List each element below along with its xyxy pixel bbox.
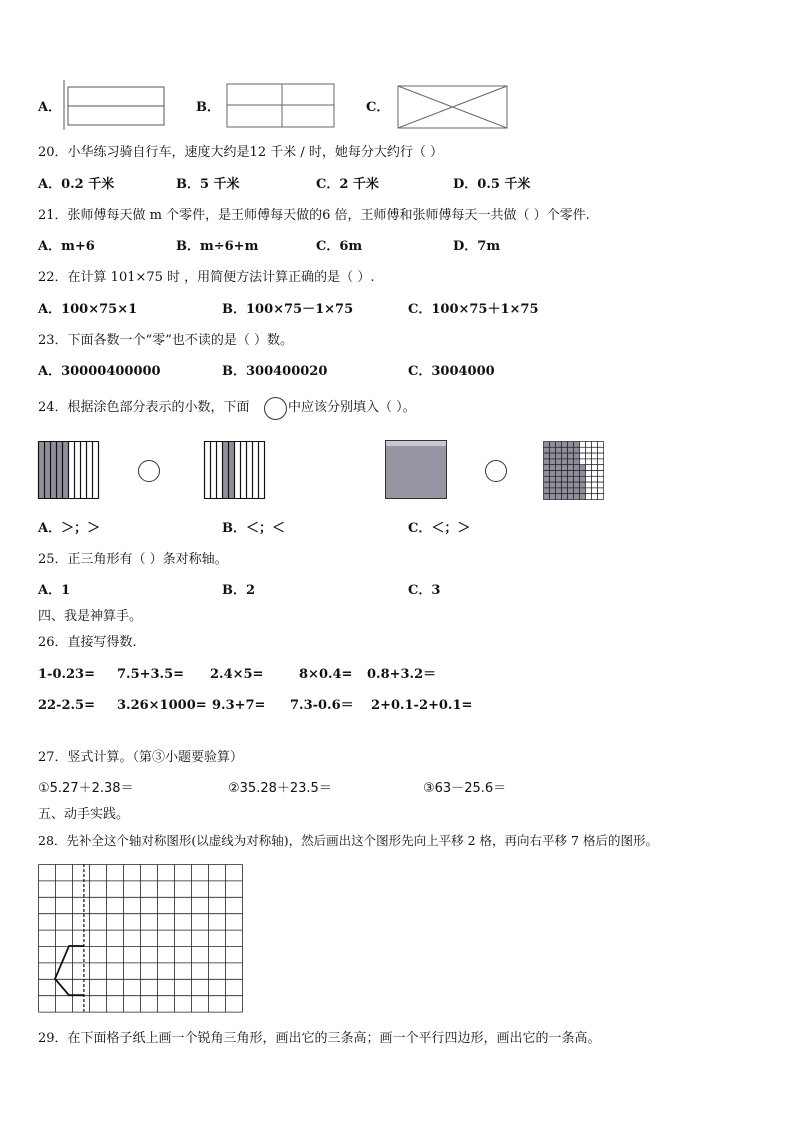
hundred-grid-cell <box>556 459 562 465</box>
hundred-grid-cell <box>544 488 550 494</box>
hundred-grid-cell <box>580 471 586 477</box>
hundred-grid-cell <box>550 476 556 482</box>
hundred-grid-cell <box>544 442 550 448</box>
hundred-grid-cell <box>586 471 592 477</box>
hundred-grid-cell <box>568 471 574 477</box>
hundred-grid-cell <box>568 476 574 482</box>
q27-item-3: ③63－25.6＝ <box>423 781 507 796</box>
q24-shaded-square <box>385 440 448 500</box>
q22-stem: 22．在计算 101×75 时 ，用简便方法计算正确的是（ ）. <box>38 270 375 285</box>
partial-figure <box>55 946 84 995</box>
hundred-grid-cell <box>586 453 592 459</box>
q24-stem-circle-icon <box>264 397 287 420</box>
q22-option-c: C．100×75＋1×75 <box>408 302 539 317</box>
hundred-grid-cell <box>580 447 586 453</box>
hundred-grid-cell <box>562 471 568 477</box>
hundred-grid-cell <box>586 447 592 453</box>
q27-stem: 27．竖式计算。（第③小题要验算） <box>38 750 244 765</box>
q25-option-b: B．2 <box>222 583 256 598</box>
hundred-grid-cell <box>592 471 598 477</box>
hundred-grid-cell <box>562 482 568 488</box>
q26-expr: 2.4×5= <box>210 667 264 682</box>
hundred-grid-cell <box>562 447 568 453</box>
hundred-grid-cell <box>544 471 550 477</box>
q19-option-a-label: A． <box>38 100 62 115</box>
hundred-grid-cell <box>574 471 580 477</box>
hundred-grid-cell <box>556 482 562 488</box>
hundred-grid-cell <box>568 494 574 500</box>
hundred-grid-cell <box>562 488 568 494</box>
q20-stem: 20．小华练习骑自行车，速度大约是12 千米 / 时，她每分大约行（ ） <box>38 145 443 160</box>
q19-figure-c <box>397 85 509 130</box>
hundred-grid-cell <box>598 459 604 465</box>
hundred-grid-cell <box>574 494 580 500</box>
hundred-grid-cell <box>574 459 580 465</box>
hundred-grid-cell <box>562 476 568 482</box>
hundred-grid-cell <box>550 453 556 459</box>
q23-option-a: A．30000400000 <box>38 364 161 379</box>
q20-option-c: C．2 千米 <box>316 177 379 192</box>
hundred-grid-cell <box>562 494 568 500</box>
q24-option-b: B．＜；＜ <box>222 521 285 536</box>
q28-stem: 28．先补全这个轴对称图形(以虚线为对称轴)，然后画出这个图形先向上平移 2 格，再向右平移 7 格后的图形。 <box>38 833 658 848</box>
hundred-grid-cell <box>556 488 562 494</box>
q26-expr: 2+0.1-2+0.1= <box>371 698 473 713</box>
hundred-grid-cell <box>550 471 556 477</box>
q25-option-a: A．1 <box>38 583 71 598</box>
hundred-grid-cell <box>568 459 574 465</box>
q24-option-c: C．＜；＞ <box>408 521 471 536</box>
q26-expr: 1-0.23= <box>38 667 95 682</box>
q21-option-b: B．m÷6+m <box>176 239 259 254</box>
q26-expr: 8×0.4= <box>299 667 353 682</box>
q19-figure-b <box>226 83 336 129</box>
hundred-grid-cell <box>544 447 550 453</box>
q26-expr: 7.5+3.5= <box>117 667 185 682</box>
q26-expr: 7.3-0.6＝ <box>290 698 354 713</box>
q23-stem: 23．下面各数一个“零”也不读的是（ ）数。 <box>38 333 293 348</box>
hundred-grid-cell <box>598 476 604 482</box>
hundred-grid-cell <box>574 465 580 471</box>
q24-option-a: A．＞；＞ <box>38 521 101 536</box>
q22-option-b: B．100×75－1×75 <box>222 302 354 317</box>
q21-stem: 21．张师傅每天做 m 个零件，是王师傅每天做的6 倍，王师傅和张师傅每天一共做（ ）个零件. <box>38 208 590 223</box>
hundred-grid-cell <box>550 465 556 471</box>
q24-hundred-grid <box>543 441 605 500</box>
hundred-grid-cell <box>556 453 562 459</box>
hundred-grid-cell <box>544 459 550 465</box>
hundred-grid-cell <box>550 459 556 465</box>
q27-item-2: ②35.28＋23.5＝ <box>228 781 332 796</box>
q23-option-c: C．3004000 <box>408 364 495 379</box>
hundred-grid-cell <box>556 442 562 448</box>
q27-item-1: ①5.27＋2.38＝ <box>38 781 134 796</box>
q25-option-c: C．3 <box>408 583 441 598</box>
hundred-grid-cell <box>592 447 598 453</box>
q26-stem: 26．直接写得数. <box>38 635 137 650</box>
hundred-grid-cell <box>544 476 550 482</box>
hundred-grid-cell <box>556 476 562 482</box>
hundred-grid-cell <box>574 442 580 448</box>
q24-stem-part1: 24．根据涂色部分表示的小数，下面 <box>38 400 250 415</box>
hundred-grid-cell <box>568 453 574 459</box>
q20-option-b: B．5 千米 <box>176 177 240 192</box>
hundred-grid-cell <box>568 447 574 453</box>
hundred-grid-cell <box>592 459 598 465</box>
hundred-grid-cell <box>550 447 556 453</box>
hundred-grid-cell <box>580 488 586 494</box>
q26-expr: 3.26×1000= <box>117 698 207 713</box>
q26-expr: 22-2.5= <box>38 698 95 713</box>
hundred-grid-cell <box>568 465 574 471</box>
hundred-grid-cell <box>592 494 598 500</box>
hundred-grid-cell <box>598 447 604 453</box>
q26-expr: 9.3+7= <box>212 698 266 713</box>
hundred-grid-cell <box>598 442 604 448</box>
hundred-grid-cell <box>562 465 568 471</box>
hundred-grid-cell <box>586 459 592 465</box>
hundred-grid-cell <box>550 482 556 488</box>
hundred-grid-cell <box>574 488 580 494</box>
hundred-grid-cell <box>598 453 604 459</box>
q19-figure-a <box>62 80 167 132</box>
q19-option-c-label: C． <box>366 100 390 115</box>
hundred-grid-cell <box>592 442 598 448</box>
q21-option-c: C．6m <box>316 239 363 254</box>
q25-stem: 25．正三角形有（ ）条对称轴。 <box>38 552 228 567</box>
q21-option-d: D．7m <box>453 239 501 254</box>
hundred-grid-cell <box>556 471 562 477</box>
hundred-grid-cell <box>592 465 598 471</box>
hundred-grid-cell <box>592 488 598 494</box>
hundred-grid-cell <box>598 471 604 477</box>
hundred-grid-cell <box>598 482 604 488</box>
hundred-grid-cell <box>580 482 586 488</box>
q20-option-d: D．0.5 千米 <box>453 177 531 192</box>
hundred-grid-cell <box>544 453 550 459</box>
hundred-grid-cell <box>550 442 556 448</box>
hundred-grid-cell <box>544 482 550 488</box>
hundred-grid-cell <box>574 476 580 482</box>
hundred-grid-cell <box>580 459 586 465</box>
q24-striped-figure-1 <box>38 441 100 500</box>
q19-option-b-label: B． <box>196 100 220 115</box>
q20-option-a: A．0.2 千米 <box>38 177 115 192</box>
hundred-grid-cell <box>568 482 574 488</box>
hundred-grid-cell <box>568 488 574 494</box>
hundred-grid-cell <box>580 465 586 471</box>
q24-compare-circle-1 <box>138 460 160 482</box>
hundred-grid-cell <box>586 442 592 448</box>
hundred-grid-cell <box>592 453 598 459</box>
hundred-grid-cell <box>562 459 568 465</box>
hundred-grid-cell <box>580 442 586 448</box>
hundred-grid-cell <box>598 465 604 471</box>
q24-stem-part2: 中应该分别填入（ ）。 <box>288 400 416 415</box>
q21-option-a: A．m+6 <box>38 239 95 254</box>
q29-stem: 29．在下面格子纸上画一个锐角三角形，画出它的三条高；画一个平行四边形，画出它的一条高。 <box>38 1031 601 1046</box>
hundred-grid-cell <box>598 488 604 494</box>
hundred-grid-cell <box>550 488 556 494</box>
hundred-grid-cell <box>586 476 592 482</box>
hundred-grid-cell <box>586 482 592 488</box>
hundred-grid-cell <box>586 465 592 471</box>
hundred-grid-cell <box>574 447 580 453</box>
hundred-grid-cell <box>574 482 580 488</box>
hundred-grid-cell <box>586 488 592 494</box>
hundred-grid-cell <box>574 453 580 459</box>
hundred-grid-cell <box>586 494 592 500</box>
q24-compare-circle-2 <box>485 460 507 482</box>
hundred-grid-cell <box>556 465 562 471</box>
hundred-grid-cell <box>550 494 556 500</box>
q22-option-a: A．100×75×1 <box>38 302 138 317</box>
hundred-grid-cell <box>562 442 568 448</box>
hundred-grid-cell <box>592 476 598 482</box>
q26-expr: 0.8+3.2＝ <box>367 667 437 682</box>
hundred-grid-cell <box>562 453 568 459</box>
q28-grid-figure <box>38 864 244 1014</box>
hundred-grid-cell <box>556 494 562 500</box>
hundred-grid-cell <box>580 453 586 459</box>
q24-striped-figure-2 <box>204 441 266 500</box>
hundred-grid-cell <box>556 447 562 453</box>
q23-option-b: B．300400020 <box>222 364 328 379</box>
hundred-grid-cell <box>592 482 598 488</box>
hundred-grid-cell <box>544 494 550 500</box>
section-5-heading: 五、动手实践。 <box>38 807 130 822</box>
hundred-grid-cell <box>598 494 604 500</box>
hundred-grid-cell <box>568 442 574 448</box>
hundred-grid-cell <box>580 476 586 482</box>
hundred-grid-cell <box>544 465 550 471</box>
section-4-heading: 四、我是神算手。 <box>38 609 143 624</box>
hundred-grid-cell <box>580 494 586 500</box>
